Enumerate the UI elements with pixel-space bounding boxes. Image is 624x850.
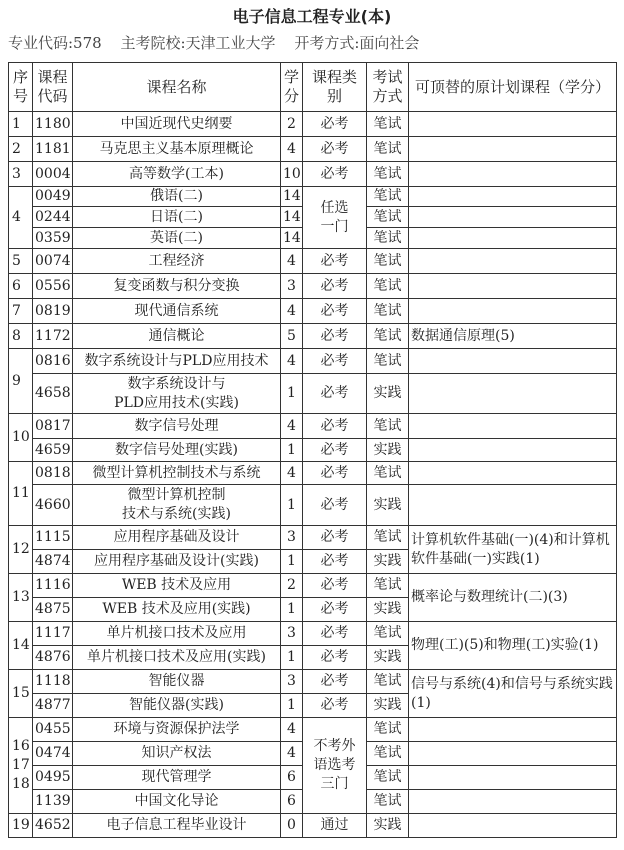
cell-exam: 笔试: [367, 670, 409, 694]
cell-name: 俄语(二): [73, 187, 281, 207]
header-seq: 序号: [9, 63, 33, 112]
cell-credit: 0: [281, 814, 303, 838]
cell-credit: 3: [281, 274, 303, 299]
cell-exam: 笔试: [367, 790, 409, 814]
cell-replace: 信号与系统(4)和信号与系统实践(1): [409, 670, 617, 718]
cell-credit: 14: [281, 207, 303, 228]
cell-exam: 笔试: [367, 299, 409, 324]
cell-seq: 10: [9, 414, 33, 462]
cell-seq: 11: [9, 462, 33, 526]
cell-credit: 6: [281, 766, 303, 790]
cell-code: 4875: [33, 598, 73, 622]
cell-name: 微型计算机控制 技术与系统(实践): [73, 485, 281, 526]
cell-exam: 笔试: [367, 228, 409, 249]
cell-replace: [409, 766, 617, 790]
header-name: 课程名称: [73, 63, 281, 112]
cell-name: 智能仪器(实践): [73, 694, 281, 718]
cell-name: 知识产权法: [73, 742, 281, 766]
cell-replace: [409, 299, 617, 324]
cell-code: 0049: [33, 187, 73, 207]
table-row: [9, 274, 617, 299]
table-row: [9, 162, 617, 187]
cell-name: 中国近现代史纲要: [73, 112, 281, 137]
cell-name: 英语(二): [73, 228, 281, 249]
cell-replace: [409, 462, 617, 485]
cell-replace: [409, 742, 617, 766]
exam-mode: 开考方式:面向社会: [294, 34, 420, 52]
cell-replace: [409, 485, 617, 526]
table-row: [9, 137, 617, 162]
cell-type: 必考: [303, 670, 367, 694]
cell-name: 通信概论: [73, 324, 281, 349]
cell-seq: 5: [9, 249, 33, 274]
cell-code: 0359: [33, 228, 73, 249]
table-row: [9, 249, 617, 274]
cell-exam: 实践: [367, 598, 409, 622]
cell-code: 4660: [33, 485, 73, 526]
cell-name: 复变函数与积分变换: [73, 274, 281, 299]
header-credit: 学分: [281, 63, 303, 112]
cell-credit: 4: [281, 414, 303, 439]
cell-replace: [409, 187, 617, 207]
cell-seq: 1: [9, 112, 33, 137]
cell-code: 0819: [33, 299, 73, 324]
cell-exam: 笔试: [367, 137, 409, 162]
cell-type: 必考: [303, 112, 367, 137]
cell-exam: 笔试: [367, 718, 409, 742]
cell-code: 1116: [33, 574, 73, 598]
cell-seq: 14: [9, 622, 33, 670]
cell-replace: [409, 207, 617, 228]
cell-type: 必考: [303, 439, 367, 462]
cell-code: 4659: [33, 439, 73, 462]
cell-type: 必考: [303, 137, 367, 162]
cell-type: 必考: [303, 598, 367, 622]
cell-name: 马克思主义基本原理概论: [73, 137, 281, 162]
cell-code: 1118: [33, 670, 73, 694]
cell-exam: 实践: [367, 439, 409, 462]
cell-name: 工程经济: [73, 249, 281, 274]
cell-code: 1172: [33, 324, 73, 349]
cell-credit: 1: [281, 646, 303, 670]
cell-name: 环境与资源保护法学: [73, 718, 281, 742]
cell-exam: 笔试: [367, 187, 409, 207]
cell-code: 1180: [33, 112, 73, 137]
cell-credit: 5: [281, 324, 303, 349]
cell-code: 0818: [33, 462, 73, 485]
cell-code: 0455: [33, 718, 73, 742]
cell-credit: 14: [281, 228, 303, 249]
cell-type: 必考: [303, 485, 367, 526]
cell-credit: 10: [281, 162, 303, 187]
table-row: [9, 299, 617, 324]
cell-name: 日语(二): [73, 207, 281, 228]
cell-type: 不考外 语选考 三门: [303, 718, 367, 814]
cell-credit: 1: [281, 374, 303, 414]
cell-name: 单片机接口技术及应用: [73, 622, 281, 646]
cell-exam: 实践: [367, 646, 409, 670]
cell-code: 0816: [33, 349, 73, 374]
cell-name: 中国文化导论: [73, 790, 281, 814]
cell-code: 0244: [33, 207, 73, 228]
cell-replace: [409, 374, 617, 414]
cell-exam: 实践: [367, 550, 409, 574]
cell-code: 0495: [33, 766, 73, 790]
cell-exam: 实践: [367, 374, 409, 414]
cell-name: 现代管理学: [73, 766, 281, 790]
table-row: [9, 574, 617, 598]
cell-replace: [409, 274, 617, 299]
cell-seq: 19: [9, 814, 33, 838]
cell-credit: 4: [281, 462, 303, 485]
table-row: [9, 414, 617, 439]
cell-code: 0817: [33, 414, 73, 439]
cell-exam: 笔试: [367, 526, 409, 550]
cell-seq: 16 17 18: [9, 718, 33, 814]
header-exam: 考试方式: [367, 63, 409, 112]
cell-exam: 笔试: [367, 574, 409, 598]
cell-exam: 笔试: [367, 622, 409, 646]
table-row: [9, 485, 617, 526]
cell-name: WEB 技术及应用(实践): [73, 598, 281, 622]
cell-type: 必考: [303, 249, 367, 274]
cell-replace: 数据通信原理(5): [409, 324, 617, 349]
table-row: [9, 670, 617, 694]
table-row: [9, 462, 617, 485]
cell-code: 4874: [33, 550, 73, 574]
cell-type: 必考: [303, 646, 367, 670]
cell-name: 应用程序基础及设计(实践): [73, 550, 281, 574]
cell-replace: [409, 112, 617, 137]
cell-code: 1117: [33, 622, 73, 646]
cell-type: 必考: [303, 349, 367, 374]
cell-type: 必考: [303, 462, 367, 485]
cell-replace: [409, 249, 617, 274]
table-row: [9, 439, 617, 462]
cell-type: 任选 一门: [303, 187, 367, 249]
header-code: 课程代码: [33, 63, 73, 112]
cell-seq: 6: [9, 274, 33, 299]
table-header: [9, 63, 617, 112]
cell-exam: 笔试: [367, 112, 409, 137]
cell-credit: 1: [281, 694, 303, 718]
cell-exam: 笔试: [367, 742, 409, 766]
cell-type: 必考: [303, 374, 367, 414]
cell-replace: [409, 414, 617, 439]
cell-name: 电子信息工程毕业设计: [73, 814, 281, 838]
cell-exam: 实践: [367, 694, 409, 718]
page-title: 电子信息工程专业(本): [232, 7, 392, 26]
cell-exam: 笔试: [367, 274, 409, 299]
cell-code: 4652: [33, 814, 73, 838]
cell-exam: 实践: [367, 814, 409, 838]
cell-code: 0004: [33, 162, 73, 187]
header-replace: 可顶替的原计划课程（学分）: [409, 63, 617, 112]
cell-replace: [409, 137, 617, 162]
cell-credit: 2: [281, 574, 303, 598]
table-row: [9, 526, 617, 550]
cell-code: 1115: [33, 526, 73, 550]
cell-code: 4658: [33, 374, 73, 414]
cell-replace: 物理(工)(5)和物理(工)实验(1): [409, 622, 617, 670]
cell-name: 数字系统设计与PLD应用技术: [73, 349, 281, 374]
cell-credit: 4: [281, 137, 303, 162]
cell-name: 智能仪器: [73, 670, 281, 694]
cell-name: 数字信号处理: [73, 414, 281, 439]
cell-exam: 笔试: [367, 249, 409, 274]
cell-credit: 3: [281, 670, 303, 694]
table-row: [9, 718, 617, 742]
cell-exam: 笔试: [367, 207, 409, 228]
cell-code: 4877: [33, 694, 73, 718]
cell-type: 必考: [303, 299, 367, 324]
cell-credit: 3: [281, 526, 303, 550]
cell-seq: 15: [9, 670, 33, 718]
cell-type: 必考: [303, 526, 367, 550]
cell-name: 现代通信系统: [73, 299, 281, 324]
cell-exam: 笔试: [367, 162, 409, 187]
cell-exam: 笔试: [367, 462, 409, 485]
cell-type: 必考: [303, 694, 367, 718]
cell-type: 必考: [303, 622, 367, 646]
cell-type: 必考: [303, 550, 367, 574]
major-info: [8, 32, 433, 53]
cell-type: 必考: [303, 162, 367, 187]
cell-exam: 笔试: [367, 766, 409, 790]
table-row: [9, 374, 617, 414]
cell-exam: 实践: [367, 485, 409, 526]
cell-credit: 1: [281, 598, 303, 622]
cell-name: 数字系统设计与 PLD应用技术(实践): [73, 374, 281, 414]
cell-code: 4876: [33, 646, 73, 670]
cell-replace: [409, 790, 617, 814]
table-row: [9, 187, 617, 207]
cell-name: 应用程序基础及设计: [73, 526, 281, 550]
cell-replace: 概率论与数理统计(二)(3): [409, 574, 617, 622]
cell-credit: 14: [281, 187, 303, 207]
cell-type: 必考: [303, 324, 367, 349]
table-row: [9, 814, 617, 838]
cell-seq: 2: [9, 137, 33, 162]
cell-replace: [409, 814, 617, 838]
cell-credit: 2: [281, 112, 303, 137]
cell-credit: 3: [281, 622, 303, 646]
cell-replace: [409, 439, 617, 462]
cell-name: 微型计算机控制技术与系统: [73, 462, 281, 485]
table-row: [9, 349, 617, 374]
cell-replace: [409, 718, 617, 742]
course-table: [8, 62, 617, 838]
cell-exam: 笔试: [367, 324, 409, 349]
cell-credit: 1: [281, 485, 303, 526]
table-row: [9, 324, 617, 349]
cell-type: 必考: [303, 274, 367, 299]
table-row: [9, 622, 617, 646]
cell-credit: 1: [281, 550, 303, 574]
table-row: [9, 112, 617, 137]
cell-replace: [409, 228, 617, 249]
cell-type: 必考: [303, 414, 367, 439]
cell-type: 通过: [303, 814, 367, 838]
cell-seq: 3: [9, 162, 33, 187]
cell-seq: 8: [9, 324, 33, 349]
cell-name: 数字信号处理(实践): [73, 439, 281, 462]
cell-credit: 4: [281, 349, 303, 374]
cell-seq: 13: [9, 574, 33, 622]
cell-type: 必考: [303, 574, 367, 598]
cell-replace: [409, 349, 617, 374]
cell-name: 高等数学(工本): [73, 162, 281, 187]
cell-seq: 9: [9, 349, 33, 414]
cell-replace: 计算机软件基础(一)(4)和计算机软件基础(一)实践(1): [409, 526, 617, 574]
cell-credit: 4: [281, 718, 303, 742]
cell-credit: 1: [281, 439, 303, 462]
cell-name: WEB 技术及应用: [73, 574, 281, 598]
cell-code: 0474: [33, 742, 73, 766]
cell-credit: 4: [281, 742, 303, 766]
header-type: 课程类别: [303, 63, 367, 112]
cell-credit: 4: [281, 249, 303, 274]
cell-exam: 笔试: [367, 414, 409, 439]
cell-code: 0556: [33, 274, 73, 299]
major-code: 专业代码:578: [8, 34, 102, 52]
cell-seq: 12: [9, 526, 33, 574]
cell-code: 1181: [33, 137, 73, 162]
cell-name: 单片机接口技术及应用(实践): [73, 646, 281, 670]
cell-code: 1139: [33, 790, 73, 814]
cell-exam: 笔试: [367, 349, 409, 374]
cell-seq: 4: [9, 187, 33, 249]
cell-credit: 6: [281, 790, 303, 814]
cell-credit: 4: [281, 299, 303, 324]
exam-school: 主考院校:天津工业大学: [120, 34, 276, 52]
cell-code: 0074: [33, 249, 73, 274]
cell-seq: 7: [9, 299, 33, 324]
cell-replace: [409, 162, 617, 187]
